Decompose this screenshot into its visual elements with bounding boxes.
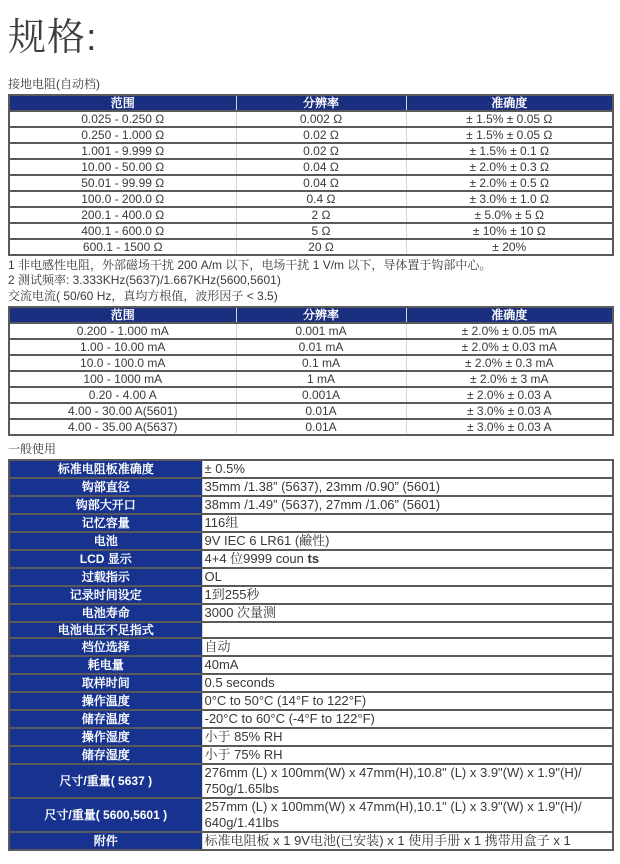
spec-label: 记录时间设定 [9, 586, 202, 604]
spec-label: 钩部大开口 [9, 496, 202, 514]
spec-value: 3000 次量测 [202, 604, 613, 622]
spec-value: 4+4 位9999 coun ts [202, 550, 613, 568]
column-header-range: 范围 [9, 95, 236, 111]
spec-value: 标准电阻板 x 1 9V电池(已安装) x 1 使用手册 x 1 携带用盒子 x 1 [202, 832, 613, 850]
spec-row [9, 550, 613, 568]
table-row [9, 127, 613, 143]
spec-value: 0°C to 50°C (14°F to 122°F) [202, 692, 613, 710]
column-header-accuracy: 准确度 [406, 307, 613, 323]
accuracy-cell: ± 10% ± 10 Ω [406, 223, 613, 239]
resolution-cell: 2 Ω [236, 207, 406, 223]
table-row [9, 239, 613, 255]
spec-label: 标准电阻板准确度 [9, 460, 202, 478]
table-header-row [9, 95, 613, 111]
spec-value: 1到255秒 [202, 586, 613, 604]
spec-value: 0.5 seconds [202, 674, 613, 692]
column-header-resolution: 分辨率 [236, 95, 406, 111]
note-line-2: 2 测试频率: 3.333KHz(5637)/1.667KHz(5600,5601) [8, 273, 281, 287]
spec-value: 40mA [202, 656, 613, 674]
spec-label: 储存湿度 [9, 746, 202, 764]
accuracy-cell: ± 3.0% ± 0.03 A [406, 403, 613, 419]
accuracy-cell: ± 1.5% ± 0.05 Ω [406, 127, 613, 143]
accuracy-cell: ± 3.0% ± 0.03 A [406, 419, 613, 435]
spec-value: 116组 [202, 514, 613, 532]
spec-value: 38mm /1.49” (5637), 27mm /1.06” (5601) [202, 496, 613, 514]
range-cell: 600.1 - 1500 Ω [9, 239, 236, 255]
ground-resistance-notes [8, 258, 612, 288]
spec-value: 小于 85% RH [202, 728, 613, 746]
column-header-resolution: 分辨率 [236, 307, 406, 323]
accuracy-cell: ± 1.5% ± 0.05 Ω [406, 111, 613, 127]
resolution-cell: 1 mA [236, 371, 406, 387]
range-cell: 4.00 - 30.00 A(5601) [9, 403, 236, 419]
table-header-row [9, 307, 613, 323]
spec-label: 过载指示 [9, 568, 202, 586]
spec-row [9, 798, 613, 832]
range-cell: 100 - 1000 mA [9, 371, 236, 387]
spec-value: -20°C to 60°C (-4°F to 122°F) [202, 710, 613, 728]
table-row [9, 111, 613, 127]
table-row [9, 339, 613, 355]
accuracy-cell: ± 2.0% ± 0.03 mA [406, 339, 613, 355]
general-use-table [8, 459, 614, 851]
table-row [9, 371, 613, 387]
accuracy-cell: ± 3.0% ± 1.0 Ω [406, 191, 613, 207]
spec-label: 电池 [9, 532, 202, 550]
spec-label: 档位选择 [9, 638, 202, 656]
resolution-cell: 0.001A [236, 387, 406, 403]
range-cell: 100.0 - 200.0 Ω [9, 191, 236, 207]
spec-value: 9V IEC 6 LR61 (鹼性) [202, 532, 613, 550]
spec-row [9, 728, 613, 746]
spec-value: ± 0.5% [202, 460, 613, 478]
ac-current-table [8, 306, 614, 436]
spec-label: 耗电量 [9, 656, 202, 674]
spec-label: 尺寸/重量( 5600,5601 ) [9, 798, 202, 832]
resolution-cell: 0.04 Ω [236, 159, 406, 175]
range-cell: 4.00 - 35.00 A(5637) [9, 419, 236, 435]
range-cell: 0.200 - 1.000 mA [9, 323, 236, 339]
spec-value: 35mm /1.38” (5637), 23mm /0.90” (5601) [202, 478, 613, 496]
spec-row [9, 638, 613, 656]
range-cell: 10.00 - 50.00 Ω [9, 159, 236, 175]
spec-value: OL [202, 568, 613, 586]
spec-value: 自动 [202, 638, 613, 656]
accuracy-cell: ± 2.0% ± 3 mA [406, 371, 613, 387]
spec-row [9, 710, 613, 728]
general-use-caption: 一般使用 [8, 442, 57, 456]
resolution-cell: 0.01A [236, 419, 406, 435]
table-row [9, 355, 613, 371]
accuracy-cell: ± 1.5% ± 0.1 Ω [406, 143, 613, 159]
spec-row [9, 496, 613, 514]
accuracy-cell: ± 2.0% ± 0.3 Ω [406, 159, 613, 175]
range-cell: 1.00 - 10.00 mA [9, 339, 236, 355]
resolution-cell: 0.04 Ω [236, 175, 406, 191]
resolution-cell: 0.01 mA [236, 339, 406, 355]
accuracy-cell: ± 20% [406, 239, 613, 255]
table-row [9, 159, 613, 175]
table-row [9, 387, 613, 403]
spec-label: 附件 [9, 832, 202, 850]
ground-resistance-table [8, 94, 614, 256]
table-row [9, 323, 613, 339]
range-cell: 0.20 - 4.00 A [9, 387, 236, 403]
range-cell: 400.1 - 600.0 Ω [9, 223, 236, 239]
spec-label: LCD 显示 [9, 550, 202, 568]
resolution-cell: 0.02 Ω [236, 143, 406, 159]
resolution-cell: 0.4 Ω [236, 191, 406, 207]
resolution-cell: 0.02 Ω [236, 127, 406, 143]
accuracy-cell: ± 2.0% ± 0.5 Ω [406, 175, 613, 191]
spec-value: 276mm (L) x 100mm(W) x 47mm(H),10.8" (L) x 3.9"(W) x 1.9"(H)/ 750g/1.65lbs [202, 764, 613, 798]
resolution-cell: 5 Ω [236, 223, 406, 239]
spec-label: 取样时间 [9, 674, 202, 692]
spec-row [9, 674, 613, 692]
spec-row [9, 532, 613, 550]
spec-row [9, 604, 613, 622]
column-header-range: 范围 [9, 307, 236, 323]
range-cell: 200.1 - 400.0 Ω [9, 207, 236, 223]
accuracy-cell: ± 2.0% ± 0.05 mA [406, 323, 613, 339]
table-row [9, 191, 613, 207]
accuracy-cell: ± 5.0% ± 5 Ω [406, 207, 613, 223]
resolution-cell: 20 Ω [236, 239, 406, 255]
page-title: 规格: [8, 17, 98, 59]
spec-row [9, 478, 613, 496]
accuracy-cell: ± 2.0% ± 0.3 mA [406, 355, 613, 371]
spec-label: 电池电压不足指式 [9, 622, 202, 638]
spec-row [9, 514, 613, 532]
accuracy-cell: ± 2.0% ± 0.03 A [406, 387, 613, 403]
spec-label: 钩部直径 [9, 478, 202, 496]
spec-label: 尺寸/重量( 5637 ) [9, 764, 202, 798]
range-cell: 0.250 - 1.000 Ω [9, 127, 236, 143]
table-row [9, 223, 613, 239]
ground-resistance-caption: 接地电阻(自动档) [8, 77, 100, 91]
table-row [9, 207, 613, 223]
resolution-cell: 0.002 Ω [236, 111, 406, 127]
range-cell: 10.0 - 100.0 mA [9, 355, 236, 371]
column-header-accuracy: 准确度 [406, 95, 613, 111]
spec-row [9, 656, 613, 674]
range-cell: 1.001 - 9.999 Ω [9, 143, 236, 159]
spec-label: 记忆容量 [9, 514, 202, 532]
spec-value [202, 622, 613, 638]
spec-row [9, 460, 613, 478]
spec-row [9, 832, 613, 850]
spec-value: 257mm (L) x 100mm(W) x 47mm(H),10.1" (L) x 3.9"(W) x 1.9"(H)/ 640g/1.41lbs [202, 798, 613, 832]
table-row [9, 419, 613, 435]
range-cell: 0.025 - 0.250 Ω [9, 111, 236, 127]
resolution-cell: 0.001 mA [236, 323, 406, 339]
range-cell: 50.01 - 99.99 Ω [9, 175, 236, 191]
note-line-1: 1 非电感性电阻，外部磁场干扰 200 A/m 以下，电场干扰 1 V/m 以下，导体置于钩部中心。 [8, 258, 492, 272]
spec-label: 储存温度 [9, 710, 202, 728]
ac-current-caption: 交流电流( 50/60 Hz，真均方根值，波形因子 < 3.5) [8, 289, 278, 303]
spec-label: 操作温度 [9, 692, 202, 710]
spec-row [9, 746, 613, 764]
table-row [9, 175, 613, 191]
spec-row [9, 586, 613, 604]
resolution-cell: 0.01A [236, 403, 406, 419]
spec-row [9, 692, 613, 710]
spec-row [9, 622, 613, 638]
resolution-cell: 0.1 mA [236, 355, 406, 371]
spec-row [9, 568, 613, 586]
spec-value: 小于 75% RH [202, 746, 613, 764]
spec-row [9, 764, 613, 798]
spec-label: 电池寿命 [9, 604, 202, 622]
table-row [9, 143, 613, 159]
spec-label: 操作湿度 [9, 728, 202, 746]
table-row [9, 403, 613, 419]
